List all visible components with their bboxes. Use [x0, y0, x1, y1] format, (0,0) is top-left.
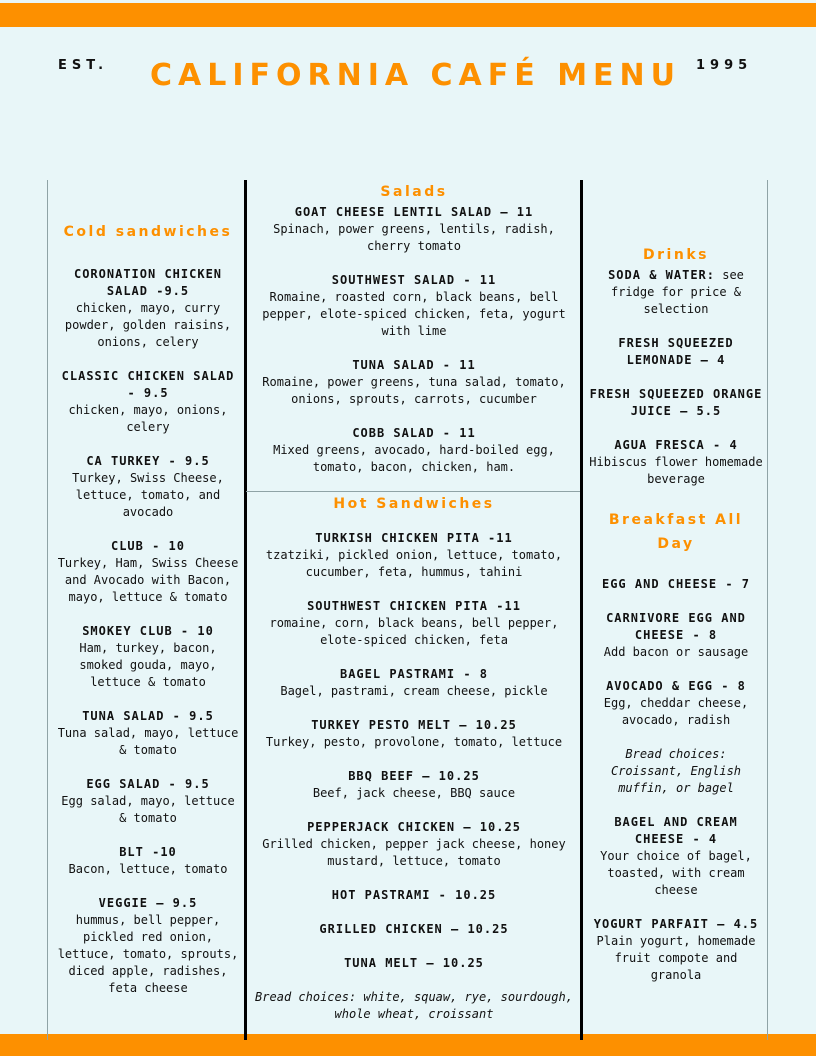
hot-sandwiches-title: Hot Sandwiches: [333, 496, 495, 512]
menu-item: [252, 530, 576, 581]
item-name: PEPPERJACK CHICKEN – 10.25: [307, 820, 521, 834]
breakfast-title: Breakfast All Day: [608, 512, 744, 552]
item-desc: Mixed greens, avocado, hard-boiled egg, tomato, bacon, chicken, ham.: [273, 443, 555, 474]
bottom-accent-bar: [0, 1034, 816, 1056]
item-desc: Ham, turkey, bacon, smoked gouda, mayo, lettuce & tomato: [79, 641, 217, 689]
menu-item: [252, 887, 576, 904]
menu-title: CALIFORNIA CAFÉ MENU: [150, 58, 682, 93]
hot-sandwiches-section: [252, 492, 576, 1023]
menu-item: [56, 895, 240, 997]
item-name: TURKISH CHICKEN PITA -11: [315, 531, 513, 545]
menu-item: [588, 386, 764, 420]
item-name: GRILLED CHICKEN – 10.25: [319, 922, 509, 936]
item-name: FRESH SQUEEZED LEMONADE – 4: [618, 336, 734, 367]
menu-item: [56, 776, 240, 827]
item-name: SMOKEY CLUB - 10: [82, 624, 214, 638]
menu-item: [252, 425, 576, 476]
item-name: CORONATION CHICKEN SALAD -9.5: [73, 267, 223, 298]
item-name: BLT -10: [119, 845, 177, 859]
item-desc: hummus, bell pepper, pickled red onion, lettuce, tomato, sprouts, diced apple, radishes, feta cheese: [57, 913, 239, 995]
item-name: CLUB - 10: [110, 539, 186, 553]
item-desc: Grilled chicken, pepper jack cheese, honey mustard, lettuce, tomato: [262, 837, 566, 868]
menu-item: [252, 921, 576, 938]
item-desc: Beef, jack cheese, BBQ sauce: [312, 786, 516, 800]
item-desc: Turkey, Swiss Cheese, lettuce, tomato, and avocado: [72, 471, 224, 519]
menu-item: [252, 666, 576, 700]
item-name: HOT PASTRAMI - 10.25: [331, 888, 497, 902]
menu-item: [56, 844, 240, 878]
item-name: SODA & WATER:: [608, 268, 715, 282]
menu-item: [588, 576, 764, 593]
item-desc: chicken, mayo, curry powder, golden raisins, onions, celery: [64, 301, 232, 349]
item-name: BAGEL PASTRAMI - 8: [339, 667, 489, 681]
menu-item: [56, 266, 240, 351]
drinks-title: Drinks: [643, 247, 709, 263]
item-desc: Tuna salad, mayo, lettuce & tomato: [57, 726, 239, 757]
item-name: CA TURKEY - 9.5: [86, 454, 210, 468]
menu-item: [56, 538, 240, 606]
top-accent-bar: [0, 3, 816, 27]
item-desc: Hibiscus flower homemade beverage: [589, 455, 763, 486]
item-desc: Egg, cheddar cheese, avocado, radish: [603, 696, 749, 727]
item-name: TURKEY PESTO MELT – 10.25: [311, 718, 517, 732]
divider-right-inner: [580, 180, 583, 1040]
menu-item: [56, 623, 240, 691]
menu-item: [588, 437, 764, 488]
menu-item: [56, 453, 240, 521]
item-desc: Turkey, pesto, provolone, tomato, lettuce: [265, 735, 563, 749]
item-name: AGUA FRESCA - 4: [614, 438, 738, 452]
menu-item: [588, 916, 764, 984]
divider-left-outer: [47, 180, 48, 1040]
cold-sandwiches-section: [56, 220, 240, 1014]
item-desc: tzatziki, pickled onion, lettuce, tomato, cucumber, feta, hummus, tahini: [265, 548, 563, 579]
menu-item: [56, 368, 240, 436]
item-desc: Plain yogurt, homemade fruit compote and granola: [596, 934, 756, 982]
menu-item: [588, 267, 764, 318]
cold-sandwiches-title: Cold sandwiches: [63, 224, 233, 240]
menu-item: [252, 204, 576, 255]
salads-section: [252, 180, 576, 493]
hot-bread-choices-note: Bread choices: white, squaw, rye, sourdough, whole wheat, croissant: [255, 990, 573, 1021]
divider-left-inner: [244, 180, 247, 1040]
item-name: SOUTHWEST SALAD - 11: [331, 273, 497, 287]
item-desc: Add bacon or sausage: [603, 645, 749, 659]
item-desc: Egg salad, mayo, lettuce & tomato: [61, 794, 235, 825]
menu-item: [252, 598, 576, 649]
item-name: TUNA SALAD - 9.5: [82, 709, 214, 723]
item-name: CLASSIC CHICKEN SALAD - 9.5: [61, 369, 235, 400]
est-label: EST.: [58, 58, 109, 73]
menu-item: [252, 819, 576, 870]
item-desc: Bagel, pastrami, cream cheese, pickle: [280, 684, 548, 698]
item-desc: Bacon, lettuce, tomato: [68, 862, 228, 876]
year-label: 1995: [696, 58, 753, 73]
item-desc: Spinach, power greens, lentils, radish, cherry tomato: [273, 222, 555, 253]
item-name: YOGURT PARFAIT – 4.5: [593, 917, 759, 931]
menu-item: [56, 708, 240, 759]
item-desc: Turkey, Ham, Swiss Cheese and Avocado with Bacon, mayo, lettuce & tomato: [57, 556, 239, 604]
divider-right-outer: [767, 180, 768, 1040]
item-name: EGG SALAD - 9.5: [86, 777, 210, 791]
item-desc: Romaine, roasted corn, black beans, bell pepper, elote-spiced chicken, feta, yogurt with lime: [262, 290, 566, 338]
item-name: BBQ BEEF – 10.25: [348, 769, 480, 783]
item-name: COBB SALAD - 11: [352, 426, 476, 440]
item-name: TUNA MELT – 10.25: [344, 956, 484, 970]
menu-item: [588, 610, 764, 661]
item-name: SOUTHWEST CHICKEN PITA -11: [307, 599, 521, 613]
menu-item: [252, 717, 576, 751]
menu-item: [588, 335, 764, 369]
right-column: [588, 243, 764, 1001]
item-name: TUNA SALAD - 11: [352, 358, 476, 372]
item-name: BAGEL AND CREAM CHEESE - 4: [614, 815, 738, 846]
item-desc: Your choice of bagel, toasted, with cream cheese: [600, 849, 752, 897]
item-name: EGG AND CHEESE - 7: [601, 577, 751, 591]
item-name: VEGGIE – 9.5: [98, 896, 198, 910]
menu-item: [252, 768, 576, 802]
item-desc: see fridge for price & selection: [610, 268, 744, 316]
menu-item: [588, 814, 764, 899]
item-name: GOAT CHEESE LENTIL SALAD – 11: [294, 205, 534, 219]
menu-item: [252, 955, 576, 972]
item-desc: chicken, mayo, onions, celery: [68, 403, 228, 434]
item-name: CARNIVORE EGG AND CHEESE - 8: [606, 611, 746, 642]
menu-item: [588, 678, 764, 729]
item-name: FRESH SQUEEZED ORANGE JUICE – 5.5: [589, 387, 763, 418]
item-name: AVOCADO & EGG - 8: [606, 679, 746, 693]
menu-item: [252, 357, 576, 408]
salads-title: Salads: [380, 184, 448, 200]
item-desc: romaine, corn, black beans, bell pepper, elote-spiced chicken, feta: [269, 616, 559, 647]
breakfast-bread-choices-note: Bread choices: Croissant, English muffin, or bagel: [610, 747, 742, 795]
menu-item: [252, 272, 576, 340]
item-desc: Romaine, power greens, tuna salad, tomato, onions, sprouts, carrots, cucumber: [262, 375, 566, 406]
